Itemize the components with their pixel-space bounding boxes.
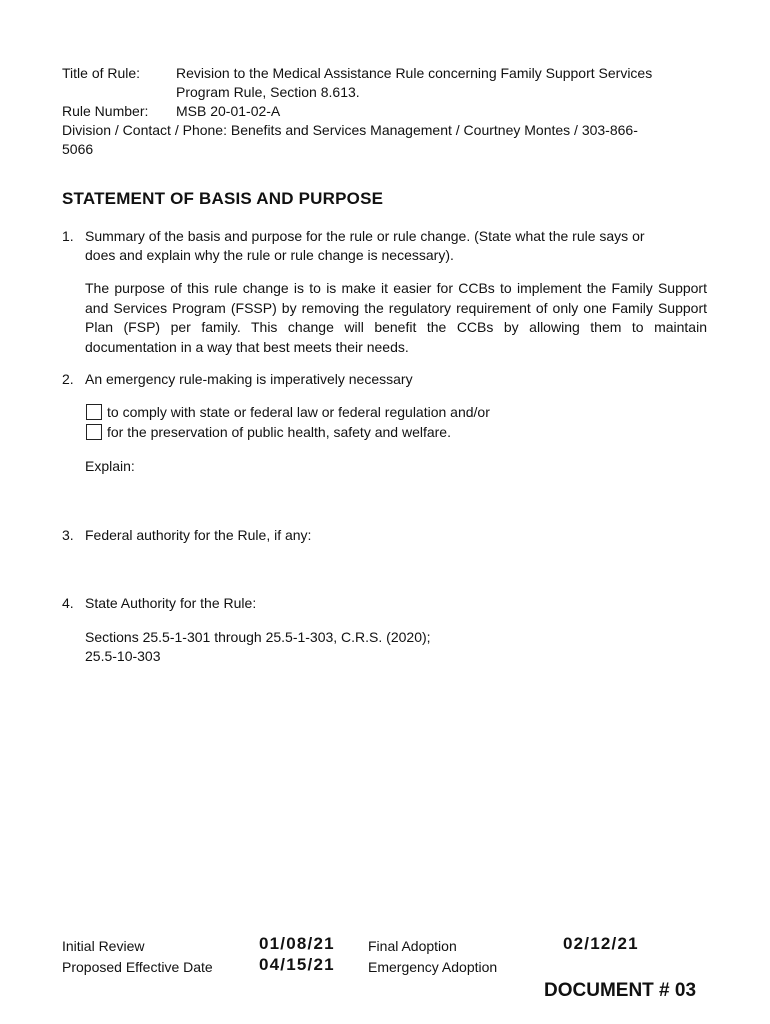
rule-number-label: Rule Number: [62, 103, 149, 119]
item-1-line1: Summary of the basis and purpose for the rule or rule change. (State what the rule says or [85, 228, 645, 244]
proposed-effective-date: 04/15/21 [259, 955, 335, 974]
initial-review-label: Initial Review [62, 938, 145, 954]
contact-line2: 5066 [62, 141, 94, 157]
item-4-text: State Authority for the Rule: [85, 595, 257, 611]
title-value-line2: Program Rule, Section 8.613. [176, 84, 360, 100]
final-adoption-date: 02/12/21 [563, 934, 639, 953]
item-2-number: 2. [62, 371, 74, 387]
explain-label: Explain: [85, 458, 135, 474]
title-value-line1: Revision to the Medical Assistance Rule concerning Family Support Services [176, 65, 653, 81]
item-3-text: Federal authority for the Rule, if any: [85, 527, 312, 543]
section-heading: STATEMENT OF BASIS AND PURPOSE [62, 189, 384, 208]
option-law-label: to comply with state or federal law or federal regulation and/or [107, 404, 490, 420]
item-1-line2: does and explain why the rule or rule change is necessary). [85, 247, 454, 263]
proposed-effective-label: Proposed Effective Date [62, 959, 213, 975]
final-adoption-label: Final Adoption [368, 938, 457, 954]
option-public-health-label: for the preservation of public health, safety and welfare. [107, 424, 451, 440]
item-4-number: 4. [62, 595, 74, 611]
document-number: DOCUMENT # 03 [544, 980, 697, 1001]
rule-number-value: MSB 20-01-02-A [176, 103, 281, 119]
item-2-text: An emergency rule-making is imperatively necessary [85, 371, 413, 387]
state-authority-line1: Sections 25.5-1-301 through 25.5-1-303, C.R.S. (2020); [85, 629, 431, 645]
checkbox-law[interactable] [86, 404, 102, 420]
emergency-adoption-label: Emergency Adoption [368, 959, 498, 975]
title-label: Title of Rule: [62, 65, 141, 81]
contact-line1: Division / Contact / Phone: Benefits and Services Management / Courtney Montes / 303-866- [62, 122, 638, 138]
item-1-number: 1. [62, 228, 74, 244]
state-authority-line2: 25.5-10-303 [85, 648, 161, 664]
checkbox-public-health[interactable] [86, 424, 102, 440]
initial-review-date: 01/08/21 [259, 934, 335, 953]
item-1-body: The purpose of this rule change is to is make it easier for CCBs to implement the Family Support and Services Program (FSSP) by removing the regulatory requirement of only one Family Support Plan (FSP) per family. This change will benefit the CCBs by allowing them to maintain documentation in a way that best meets their needs. [85, 280, 707, 355]
item-3-number: 3. [62, 527, 74, 543]
